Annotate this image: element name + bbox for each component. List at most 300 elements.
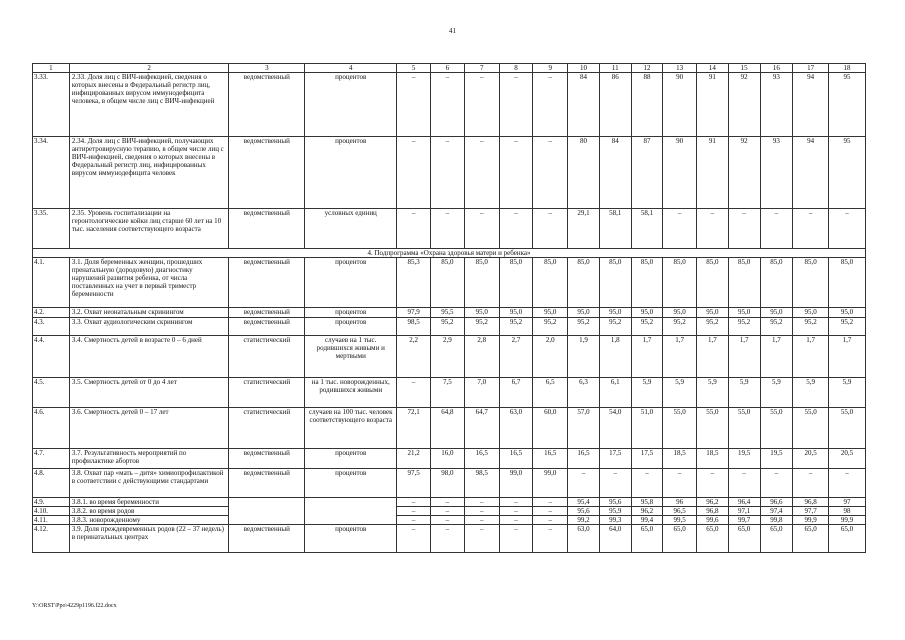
indicator-name: 2.34. Доля лиц с ВИЧ-инфекцией, получающих антиретровирусную терапию, в общем числе лиц с ВИЧ-инфекцией, сведения о которых внесены в Федеральный регистр лиц, инфицированных вирусом иммунодефицита человек: [69, 137, 229, 209]
value-cell: 1,7: [793, 336, 829, 378]
value-cell: –: [397, 73, 431, 137]
value-cell: 95,2: [728, 318, 760, 336]
value-cell: –: [499, 525, 533, 553]
data-source: ведомственный: [229, 525, 305, 553]
value-cell: –: [533, 516, 568, 525]
table-row: [33, 258, 866, 308]
value-cell: –: [829, 209, 866, 249]
value-cell: 6,5: [533, 378, 568, 408]
data-source: ведомственный: [229, 308, 305, 318]
value-cell: 72,1: [397, 408, 431, 449]
row-id: 4.6.: [33, 408, 70, 449]
value-cell: –: [431, 137, 465, 209]
value-cell: 95: [829, 73, 866, 137]
value-cell: 96: [663, 498, 697, 507]
row-id: 4.9.: [33, 498, 70, 507]
value-cell: –: [431, 209, 465, 249]
row-id: 4.8.: [33, 469, 70, 498]
column-number: 11: [599, 64, 631, 73]
indicator-name: 3.2. Охват неонатальным скринингом: [69, 308, 229, 318]
table-row: [33, 507, 866, 516]
column-number: 15: [728, 64, 760, 73]
data-source: ведомственный: [229, 449, 305, 469]
value-cell: 64,8: [431, 408, 465, 449]
indicator-name: 3.6. Смертность детей 0 – 17 лет: [69, 408, 229, 449]
value-cell: 65,0: [829, 525, 866, 553]
value-cell: –: [533, 73, 568, 137]
table-row: [33, 73, 866, 137]
value-cell: 7,5: [431, 378, 465, 408]
value-cell: –: [431, 525, 465, 553]
row-id: 4.3.: [33, 318, 70, 336]
value-cell: 2,0: [533, 336, 568, 378]
value-cell: 95,4: [568, 498, 600, 507]
value-cell: 95,2: [431, 318, 465, 336]
value-cell: 55,0: [760, 408, 793, 449]
row-id: 4.2.: [33, 308, 70, 318]
value-cell: 2,8: [464, 336, 499, 378]
value-cell: 5,9: [829, 378, 866, 408]
unit: процентов: [305, 258, 397, 308]
value-cell: 99,3: [599, 516, 631, 525]
value-cell: 51,0: [631, 408, 663, 449]
value-cell: 55,0: [728, 408, 760, 449]
value-cell: 98,5: [464, 469, 499, 498]
indicator-name: 2.35. Уровень госпитализации на геронтологические койки лиц старше 60 лет на 10 тыс. населения соответствующего возраста: [69, 209, 229, 249]
column-number: 8: [499, 64, 533, 73]
row-id: 4.4.: [33, 336, 70, 378]
value-cell: 99,7: [728, 516, 760, 525]
value-cell: 5,9: [697, 378, 729, 408]
value-cell: –: [397, 498, 431, 507]
data-source: статистический: [229, 408, 305, 449]
value-cell: –: [829, 469, 866, 498]
value-cell: 95,2: [663, 318, 697, 336]
value-cell: –: [631, 469, 663, 498]
column-number: 6: [431, 64, 465, 73]
value-cell: 17,5: [599, 449, 631, 469]
value-cell: 95,6: [599, 498, 631, 507]
value-cell: 92: [728, 73, 760, 137]
value-cell: –: [533, 525, 568, 553]
value-cell: –: [464, 516, 499, 525]
value-cell: 96,4: [728, 498, 760, 507]
indicator-name: 3.9. Доля преждевременных родов (22 – 37 недель) в перинатальных центрах: [69, 525, 229, 553]
value-cell: 95,2: [568, 318, 600, 336]
value-cell: 93: [760, 137, 793, 209]
value-cell: 65,0: [697, 525, 729, 553]
value-cell: 57,0: [568, 408, 600, 449]
value-cell: –: [599, 469, 631, 498]
value-cell: 96,2: [631, 507, 663, 516]
value-cell: 63,0: [568, 525, 600, 553]
value-cell: 97,9: [397, 308, 431, 318]
value-cell: 1,7: [631, 336, 663, 378]
value-cell: 85,0: [431, 258, 465, 308]
value-cell: 95,2: [829, 318, 866, 336]
file-path-footer: Y:\ORST\Ppo\4229p1196.f22.docx: [32, 603, 117, 609]
value-cell: 85,0: [697, 258, 729, 308]
value-cell: 80: [568, 137, 600, 209]
value-cell: 95,8: [631, 498, 663, 507]
value-cell: –: [568, 469, 600, 498]
value-cell: 95,2: [464, 318, 499, 336]
value-cell: –: [464, 137, 499, 209]
value-cell: 85,0: [760, 258, 793, 308]
value-cell: 58,1: [631, 209, 663, 249]
unit: процентов: [305, 73, 397, 137]
value-cell: 85,0: [499, 258, 533, 308]
value-cell: –: [533, 209, 568, 249]
unit: процентов: [305, 469, 397, 498]
row-id: 3.35.: [33, 209, 70, 249]
value-cell: 16,5: [464, 449, 499, 469]
value-cell: 5,9: [728, 378, 760, 408]
value-cell: 85,0: [728, 258, 760, 308]
value-cell: 91: [697, 137, 729, 209]
table-row: [33, 525, 866, 553]
value-cell: 97,7: [793, 507, 829, 516]
value-cell: 2,2: [397, 336, 431, 378]
value-cell: –: [728, 209, 760, 249]
value-cell: –: [728, 469, 760, 498]
value-cell: –: [499, 209, 533, 249]
value-cell: 65,0: [631, 525, 663, 553]
data-source: статистический: [229, 336, 305, 378]
value-cell: –: [499, 137, 533, 209]
table-row: [33, 336, 866, 378]
value-cell: 95,5: [431, 308, 465, 318]
value-cell: 98,5: [397, 318, 431, 336]
value-cell: 94: [793, 73, 829, 137]
value-cell: 1,9: [568, 336, 600, 378]
value-cell: –: [431, 507, 465, 516]
column-number: 14: [697, 64, 729, 73]
table-row: [33, 209, 866, 249]
value-cell: –: [533, 498, 568, 507]
column-number: 2: [69, 64, 229, 73]
indicator-name: 3.3. Охват аудиологическим скринингом: [69, 318, 229, 336]
column-number: 3: [229, 64, 305, 73]
value-cell: –: [464, 498, 499, 507]
value-cell: –: [663, 209, 697, 249]
indicator-name: 3.5. Смертность детей от 0 до 4 лет: [69, 378, 229, 408]
value-cell: –: [464, 525, 499, 553]
value-cell: 97: [829, 498, 866, 507]
indicator-name: 3.8.3. новорожденному: [69, 516, 229, 525]
value-cell: 65,0: [793, 525, 829, 553]
value-cell: 6,3: [568, 378, 600, 408]
value-cell: 55,0: [829, 408, 866, 449]
value-cell: 65,0: [663, 525, 697, 553]
value-cell: –: [397, 209, 431, 249]
value-cell: 95,2: [599, 318, 631, 336]
value-cell: 95,0: [631, 308, 663, 318]
section-heading: 4. Подпрограмма «Охрана здоровья матери и ребенка»: [33, 249, 866, 258]
value-cell: 95,6: [568, 507, 600, 516]
value-cell: 97,1: [728, 507, 760, 516]
value-cell: 5,9: [793, 378, 829, 408]
column-number: 5: [397, 64, 431, 73]
column-number: 16: [760, 64, 793, 73]
value-cell: 65,0: [760, 525, 793, 553]
value-cell: 1,7: [760, 336, 793, 378]
column-number: 13: [663, 64, 697, 73]
value-cell: 95,0: [499, 308, 533, 318]
value-cell: 93: [760, 73, 793, 137]
data-source: ведомственный: [229, 258, 305, 308]
unit: процентов: [305, 308, 397, 318]
value-cell: 64,0: [599, 525, 631, 553]
value-cell: 58,1: [599, 209, 631, 249]
data-source: ведомственный: [229, 318, 305, 336]
value-cell: –: [499, 507, 533, 516]
value-cell: 20,5: [829, 449, 866, 469]
value-cell: 85,0: [829, 258, 866, 308]
value-cell: –: [697, 209, 729, 249]
value-cell: 95,0: [697, 308, 729, 318]
unit: случаев на 100 тыс. человек соответствующего возраста: [305, 408, 397, 449]
value-cell: 95,9: [599, 507, 631, 516]
column-number: 10: [568, 64, 600, 73]
value-cell: 95,0: [760, 308, 793, 318]
value-cell: 54,0: [599, 408, 631, 449]
value-cell: 84: [568, 73, 600, 137]
unit: на 1 тыс. новорожденных, родившихся живыми: [305, 378, 397, 408]
value-cell: 95,2: [793, 318, 829, 336]
value-cell: 91: [697, 73, 729, 137]
row-id: 4.7.: [33, 449, 70, 469]
value-cell: 87: [631, 137, 663, 209]
row-id: 4.1.: [33, 258, 70, 308]
value-cell: 29,1: [568, 209, 600, 249]
value-cell: 5,9: [631, 378, 663, 408]
value-cell: 17,5: [631, 449, 663, 469]
unit: процентов: [305, 449, 397, 469]
value-cell: 16,5: [533, 449, 568, 469]
column-number: 17: [793, 64, 829, 73]
column-number: 7: [464, 64, 499, 73]
value-cell: –: [793, 469, 829, 498]
value-cell: 95,2: [499, 318, 533, 336]
value-cell: 86: [599, 73, 631, 137]
value-cell: 85,0: [793, 258, 829, 308]
value-cell: 98: [829, 507, 866, 516]
value-cell: 85,0: [464, 258, 499, 308]
value-cell: –: [464, 73, 499, 137]
value-cell: 65,0: [728, 525, 760, 553]
value-cell: –: [793, 209, 829, 249]
value-cell: 96,6: [760, 498, 793, 507]
row-id: 3.33.: [33, 73, 70, 137]
table-row: [33, 408, 866, 449]
value-cell: 85,3: [397, 258, 431, 308]
data-source: статистический: [229, 378, 305, 408]
value-cell: 88: [631, 73, 663, 137]
value-cell: 95,2: [760, 318, 793, 336]
value-cell: 99,5: [663, 516, 697, 525]
row-id: 4.10.: [33, 507, 70, 516]
unit: процентов: [305, 525, 397, 553]
value-cell: 84: [599, 137, 631, 209]
value-cell: 1,7: [663, 336, 697, 378]
row-id: 4.12.: [33, 525, 70, 553]
value-cell: –: [760, 209, 793, 249]
column-number: 9: [533, 64, 568, 73]
value-cell: 5,9: [663, 378, 697, 408]
value-cell: 1,7: [697, 336, 729, 378]
data-source: ведомственный: [229, 73, 305, 137]
value-cell: 96,5: [663, 507, 697, 516]
value-cell: 95,0: [663, 308, 697, 318]
value-cell: 85,0: [599, 258, 631, 308]
value-cell: 5,9: [760, 378, 793, 408]
value-cell: 96,8: [697, 507, 729, 516]
column-number: 18: [829, 64, 866, 73]
unit: процентов: [305, 318, 397, 336]
value-cell: 19,5: [728, 449, 760, 469]
value-cell: 18,5: [697, 449, 729, 469]
value-cell: 99,6: [697, 516, 729, 525]
data-source: ведомственный: [229, 137, 305, 209]
value-cell: 95,0: [599, 308, 631, 318]
value-cell: 95,0: [568, 308, 600, 318]
value-cell: 1,7: [728, 336, 760, 378]
value-cell: –: [499, 498, 533, 507]
table-row: [33, 137, 866, 209]
value-cell: 95,2: [533, 318, 568, 336]
value-cell: 55,0: [663, 408, 697, 449]
value-cell: 99,2: [568, 516, 600, 525]
value-cell: 2,7: [499, 336, 533, 378]
value-cell: 19,5: [760, 449, 793, 469]
page-number: 41: [449, 27, 456, 35]
value-cell: 96,2: [697, 498, 729, 507]
value-cell: –: [397, 507, 431, 516]
value-cell: 97,4: [760, 507, 793, 516]
value-cell: 99,9: [793, 516, 829, 525]
indicator-name: 3.8.2. во время родов: [69, 507, 229, 516]
indicator-name: 2.33. Доля лиц с ВИЧ-инфекцией, сведения о которых внесены в Федеральный регистр лиц, инфицированных вирусом иммунодефицита человека, в общем числе лиц с ВИЧ-инфекцией: [69, 73, 229, 137]
value-cell: 98,0: [431, 469, 465, 498]
value-cell: 99,0: [499, 469, 533, 498]
value-cell: –: [397, 516, 431, 525]
indicator-name: 3.8.1. во время беременности: [69, 498, 229, 507]
row-id: 4.5.: [33, 378, 70, 408]
column-number-row: [33, 64, 866, 73]
unit: [305, 498, 397, 525]
value-cell: –: [533, 137, 568, 209]
value-cell: –: [397, 378, 431, 408]
section-heading-row: [33, 249, 866, 258]
value-cell: –: [663, 469, 697, 498]
value-cell: 99,0: [533, 469, 568, 498]
column-number: 1: [33, 64, 70, 73]
table-row: [33, 469, 866, 498]
value-cell: 95,2: [697, 318, 729, 336]
value-cell: –: [431, 498, 465, 507]
unit: случаев на 1 тыс. родившихся живыми и мертвыми: [305, 336, 397, 378]
value-cell: –: [397, 525, 431, 553]
value-cell: 85,0: [663, 258, 697, 308]
value-cell: 95,2: [631, 318, 663, 336]
value-cell: 95,0: [464, 308, 499, 318]
unit: условных единиц: [305, 209, 397, 249]
value-cell: 63,0: [499, 408, 533, 449]
table-row: [33, 318, 866, 336]
value-cell: –: [431, 516, 465, 525]
value-cell: 18,5: [663, 449, 697, 469]
table-row: [33, 498, 866, 507]
value-cell: 95,0: [533, 308, 568, 318]
table-row: [33, 378, 866, 408]
table-row: [33, 516, 866, 525]
value-cell: –: [697, 469, 729, 498]
value-cell: 16,5: [568, 449, 600, 469]
value-cell: 90: [663, 73, 697, 137]
value-cell: 20,5: [793, 449, 829, 469]
value-cell: 92: [728, 137, 760, 209]
value-cell: 95,0: [829, 308, 866, 318]
indicator-name: 3.1. Доля беременных женщин, прошедших пренатальную (дородовую) диагностику нарушений развития ребенка, от числа поставленных на учет в первый триместр беременности: [69, 258, 229, 308]
table-row: [33, 449, 866, 469]
value-cell: 85,0: [631, 258, 663, 308]
value-cell: 1,7: [829, 336, 866, 378]
value-cell: 95: [829, 137, 866, 209]
value-cell: 95,0: [793, 308, 829, 318]
unit: процентов: [305, 137, 397, 209]
value-cell: 2,9: [431, 336, 465, 378]
value-cell: 99,4: [631, 516, 663, 525]
value-cell: 1,8: [599, 336, 631, 378]
indicator-table: [32, 63, 866, 553]
indicator-name: 3.8. Охват пар «мать – дитя» химиопрофилактикой в соответствии с действующими стандартами: [69, 469, 229, 498]
row-id: 4.11.: [33, 516, 70, 525]
value-cell: 16,5: [499, 449, 533, 469]
value-cell: 85,0: [568, 258, 600, 308]
data-source: ведомственный: [229, 469, 305, 498]
value-cell: 99,9: [829, 516, 866, 525]
table-row: [33, 308, 866, 318]
value-cell: –: [499, 516, 533, 525]
value-cell: 6,7: [499, 378, 533, 408]
value-cell: –: [397, 137, 431, 209]
value-cell: –: [533, 507, 568, 516]
value-cell: 90: [663, 137, 697, 209]
value-cell: 60,0: [533, 408, 568, 449]
value-cell: 94: [793, 137, 829, 209]
column-number: 4: [305, 64, 397, 73]
indicator-name: 3.7. Результативность мероприятий по профилактике абортов: [69, 449, 229, 469]
value-cell: 21,2: [397, 449, 431, 469]
value-cell: 85,0: [533, 258, 568, 308]
value-cell: 96,8: [793, 498, 829, 507]
value-cell: –: [464, 507, 499, 516]
data-source: [229, 498, 305, 525]
data-source: ведомственный: [229, 209, 305, 249]
value-cell: 6,1: [599, 378, 631, 408]
value-cell: 16,0: [431, 449, 465, 469]
row-id: 3.34.: [33, 137, 70, 209]
value-cell: 55,0: [793, 408, 829, 449]
value-cell: 55,0: [697, 408, 729, 449]
value-cell: –: [499, 73, 533, 137]
value-cell: 7,0: [464, 378, 499, 408]
value-cell: 97,5: [397, 469, 431, 498]
value-cell: 64,7: [464, 408, 499, 449]
value-cell: –: [464, 209, 499, 249]
value-cell: 95,0: [728, 308, 760, 318]
